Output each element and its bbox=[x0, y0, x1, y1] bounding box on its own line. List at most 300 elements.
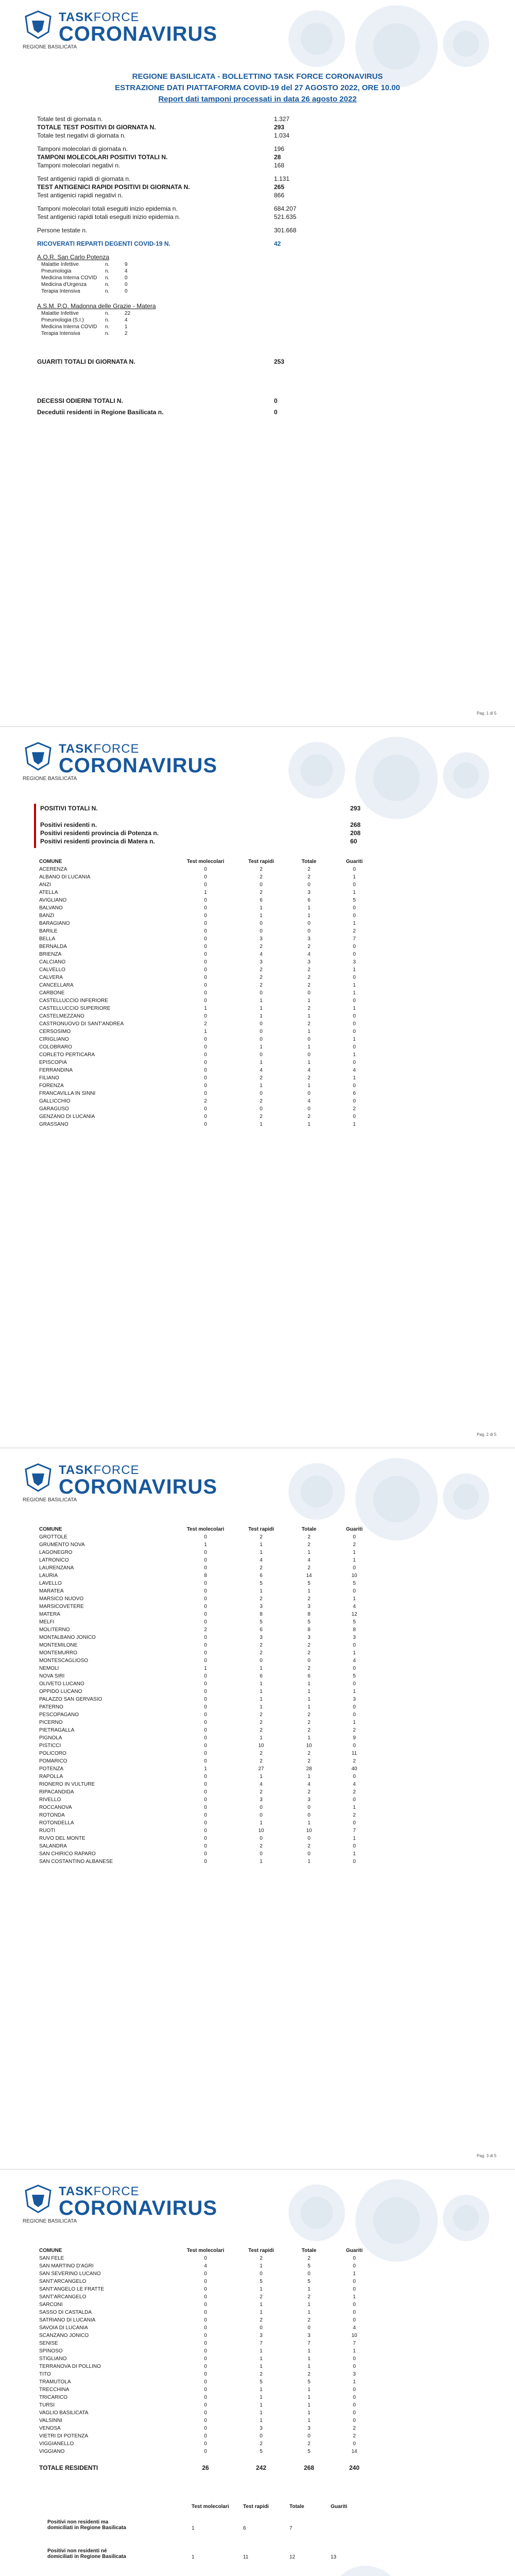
cell-value: 4 bbox=[353, 1658, 356, 1664]
stat-row bbox=[37, 235, 156, 240]
virus-decoration bbox=[288, 2184, 345, 2241]
cell-value: 2 bbox=[307, 944, 311, 950]
cell-value: 0 bbox=[204, 1789, 207, 1795]
nonres-value: 6 bbox=[243, 2526, 246, 2531]
cell-value: 1 bbox=[307, 2348, 311, 2354]
comune-name: ANZI bbox=[39, 882, 51, 888]
column-header: Test molecolari bbox=[186, 858, 225, 865]
comune-name: PATERNO bbox=[39, 1704, 63, 1710]
column-header: Guariti bbox=[346, 2247, 363, 2253]
cell-value: 1 bbox=[260, 913, 263, 919]
comuni-table bbox=[37, 857, 377, 1128]
table-row bbox=[37, 1858, 377, 1866]
table-row bbox=[37, 1641, 377, 1649]
comune-name: TRICARICO bbox=[39, 2395, 67, 2400]
cell-value: 0 bbox=[260, 1805, 263, 1810]
ward-row bbox=[37, 311, 156, 317]
cell-value: 0 bbox=[204, 1565, 207, 1571]
stat-row bbox=[37, 175, 290, 183]
cell-value: 0 bbox=[353, 1666, 356, 1671]
cell-value: 0 bbox=[204, 1588, 207, 1594]
cell-value: 1 bbox=[204, 890, 207, 895]
cell-value: 1 bbox=[353, 921, 356, 926]
cell-value: 0 bbox=[204, 1114, 207, 1120]
comune-name: ATELLA bbox=[39, 890, 58, 895]
hospital-name: A.O.R. San Carlo Potenza bbox=[37, 253, 110, 261]
cell-value: 0 bbox=[204, 1681, 207, 1687]
comune-name: SALANDRA bbox=[39, 1843, 67, 1849]
cell-value: 2 bbox=[307, 1565, 311, 1571]
comune-name: GRASSANO bbox=[39, 1122, 68, 1127]
cell-value: 3 bbox=[307, 2426, 311, 2431]
cell-value: 4 bbox=[307, 1782, 311, 1787]
cell-value: 10 bbox=[351, 2333, 357, 2338]
cell-value: 4 bbox=[307, 1557, 311, 1563]
stat-row bbox=[37, 124, 285, 132]
table-header bbox=[37, 857, 377, 866]
table-row bbox=[37, 1005, 377, 1012]
comune-name: RUVO DEL MONTE bbox=[39, 1836, 85, 1841]
comune-name: FORENZA bbox=[39, 1083, 64, 1089]
table-row bbox=[37, 2262, 377, 2270]
cell-value: 0 bbox=[204, 1060, 207, 1065]
cell-value: 27 bbox=[258, 1766, 264, 1772]
ward-label: Medicina Interna COVID bbox=[41, 275, 97, 281]
cell-value: 0 bbox=[353, 905, 356, 911]
total-value: 268 bbox=[303, 2464, 315, 2471]
cell-value: 2 bbox=[307, 1021, 311, 1027]
cell-value: 0 bbox=[204, 2325, 207, 2331]
comune-name: SAN COSTANTINO ALBANESE bbox=[39, 1859, 113, 1865]
table-row bbox=[37, 2340, 377, 2347]
ward-count: 1 bbox=[125, 324, 128, 330]
table-row bbox=[37, 943, 377, 951]
cell-value: 0 bbox=[204, 1859, 207, 1865]
cell-value: 1 bbox=[307, 2410, 311, 2416]
cell-value: 0 bbox=[353, 1013, 356, 1019]
cell-value: 0 bbox=[353, 1820, 356, 1826]
cell-value: 1 bbox=[353, 1650, 356, 1656]
table-row bbox=[37, 2440, 377, 2448]
virus-decoration bbox=[443, 2195, 489, 2241]
table-row bbox=[37, 1842, 377, 1850]
positives-row bbox=[37, 838, 357, 846]
comune-name: OPPIDO LUCANO bbox=[39, 1689, 82, 1694]
cell-value: 2 bbox=[260, 975, 263, 980]
cell-value: 0 bbox=[204, 1106, 207, 1112]
stat-row bbox=[37, 145, 285, 154]
comune-name: NEMOLI bbox=[39, 1666, 59, 1671]
logo-coronavirus: CORONAVIRUS bbox=[59, 2197, 218, 2219]
cell-value: 2 bbox=[260, 1534, 263, 1540]
cell-value: 6 bbox=[260, 1673, 263, 1679]
cell-value: 0 bbox=[204, 2286, 207, 2292]
table-row bbox=[37, 1082, 377, 1090]
cell-value: 1 bbox=[307, 2302, 311, 2308]
cell-value: 40 bbox=[351, 1766, 357, 1772]
cell-value: 2 bbox=[260, 1727, 263, 1733]
cell-value: 0 bbox=[307, 2271, 311, 2277]
cell-value: 2 bbox=[307, 1114, 311, 1120]
cell-value: 0 bbox=[204, 1712, 207, 1718]
cell-value: 0 bbox=[307, 1658, 311, 1664]
ward-label: Medicina d'Urgenza bbox=[41, 282, 87, 287]
cell-value: 0 bbox=[260, 928, 263, 934]
cell-value: 0 bbox=[204, 2371, 207, 2377]
cell-value: 2 bbox=[353, 928, 356, 934]
cell-value: 0 bbox=[204, 1635, 207, 1640]
cell-value: 0 bbox=[260, 990, 263, 996]
cell-value: 0 bbox=[204, 882, 207, 888]
cell-value: 7 bbox=[353, 1828, 356, 1834]
nonres-label: Positivi non residenti né domiciliati in Regione Basilicata bbox=[47, 2548, 126, 2560]
logo-taskforce: TASKFORCE bbox=[59, 1463, 140, 1477]
stat-label: Tamponi molecolari di giornata n. bbox=[37, 145, 128, 152]
cell-value: 1 bbox=[307, 1681, 311, 1687]
logo-coronavirus: CORONAVIRUS bbox=[59, 23, 218, 45]
cell-value: 2 bbox=[260, 1751, 263, 1756]
positives-value: 293 bbox=[350, 805, 361, 812]
comune-name: CASTRONUOVO DI SANT'ANDREA bbox=[39, 1021, 124, 1027]
cell-value: 3 bbox=[307, 2333, 311, 2338]
table-row bbox=[37, 2270, 377, 2278]
table-row bbox=[37, 1595, 377, 1603]
cell-value: 0 bbox=[353, 2387, 356, 2393]
table-row bbox=[37, 1672, 377, 1680]
cell-value: 0 bbox=[353, 2402, 356, 2408]
spacer-row bbox=[37, 2455, 377, 2463]
comune-name: MONTALBANO JONICO bbox=[39, 1635, 96, 1640]
stat-value: 265 bbox=[274, 183, 285, 191]
page-1 bbox=[0, 0, 515, 726]
table-row bbox=[37, 2278, 377, 2285]
table-row bbox=[37, 1827, 377, 1835]
cell-value: 5 bbox=[260, 2449, 263, 2454]
nonres-value: 1 bbox=[192, 2526, 195, 2531]
cell-value: 1 bbox=[260, 1689, 263, 1694]
cell-value: 1 bbox=[307, 913, 311, 919]
positives-label: Positivi residenti provincia di Matera n. bbox=[40, 838, 155, 845]
comune-name: ROCCANOVA bbox=[39, 1805, 72, 1810]
cell-value: 3 bbox=[307, 959, 311, 965]
cell-value: 0 bbox=[353, 1114, 356, 1120]
table-row bbox=[37, 1618, 377, 1626]
cell-value: 0 bbox=[204, 2410, 207, 2416]
cell-value: 0 bbox=[353, 2302, 356, 2308]
cell-value: 1 bbox=[260, 2395, 263, 2400]
cell-value: 2 bbox=[260, 2371, 263, 2377]
nonres-label: Positivi non residenti ma domiciliati in Regione Basilicata bbox=[47, 2519, 126, 2531]
cell-value: 0 bbox=[204, 1689, 207, 1694]
cell-value: 0 bbox=[353, 1797, 356, 1803]
stat-label: Totale test negativi di giornata n. bbox=[37, 132, 126, 139]
region-name: REGIONE BASILICATA bbox=[23, 776, 77, 782]
positives-row bbox=[37, 813, 346, 821]
comune-name: GALLICCHIO bbox=[39, 1098, 71, 1104]
table-row bbox=[37, 1788, 377, 1796]
cell-value: 2 bbox=[260, 1642, 263, 1648]
stat-row bbox=[37, 115, 290, 124]
cell-value: 0 bbox=[204, 1044, 207, 1050]
comune-name: CASTELLUCCIO INFERIORE bbox=[39, 998, 108, 1004]
cell-value: 3 bbox=[260, 1635, 263, 1640]
comune-name: SANT'ANGELO LE FRATTE bbox=[39, 2286, 105, 2292]
nonres-value: 12 bbox=[289, 2554, 296, 2560]
table-row bbox=[37, 951, 377, 958]
table-row bbox=[37, 1580, 377, 1587]
cell-value: 0 bbox=[204, 2333, 207, 2338]
cell-value: 1 bbox=[353, 1689, 356, 1694]
ward-count: 9 bbox=[125, 262, 128, 267]
cell-value: 2 bbox=[260, 1843, 263, 1849]
cell-value: 0 bbox=[307, 990, 311, 996]
cell-value: 0 bbox=[307, 2325, 311, 2331]
comuni-table bbox=[37, 1525, 377, 1866]
bulletin-title: REGIONE BASILICATA - BOLLETTINO TASK FORCE CORONAVIRUS bbox=[132, 72, 383, 81]
cell-value: 2 bbox=[307, 1666, 311, 1671]
stat-row bbox=[37, 132, 290, 140]
table-row bbox=[37, 1121, 377, 1128]
table-row bbox=[37, 1711, 377, 1719]
cell-value: 0 bbox=[204, 1557, 207, 1563]
report-title: Report dati tamponi processati in data 26 agosto 2022 bbox=[158, 95, 357, 104]
comune-name: ALBANO DI LUCANIA bbox=[39, 874, 91, 880]
table-row bbox=[37, 2417, 377, 2425]
cell-value: 0 bbox=[307, 2433, 311, 2439]
cell-value: 0 bbox=[260, 1658, 263, 1664]
cell-value: 2 bbox=[260, 890, 263, 895]
nonres-column-header: Test molecolari bbox=[192, 2504, 229, 2510]
comune-name: GENZANO DI LUCANIA bbox=[39, 1114, 95, 1120]
cell-value: 0 bbox=[260, 1836, 263, 1841]
cell-value: 2 bbox=[307, 982, 311, 988]
cell-value: 0 bbox=[307, 1851, 311, 1857]
cell-value: 0 bbox=[353, 2310, 356, 2315]
logo-taskforce: TASKFORCE bbox=[59, 742, 140, 756]
regione-basilicata-seal-icon bbox=[23, 741, 54, 772]
comune-name: VIETRI DI POTENZA bbox=[39, 2433, 89, 2439]
cell-value: 2 bbox=[307, 1596, 311, 1602]
cell-value: 0 bbox=[204, 921, 207, 926]
cell-value: 5 bbox=[353, 1673, 356, 1679]
table-row bbox=[37, 1090, 377, 1097]
cell-value: 1 bbox=[260, 1044, 263, 1050]
cell-value: 0 bbox=[353, 882, 356, 888]
table-row bbox=[37, 896, 377, 904]
cell-value: 1 bbox=[260, 1122, 263, 1127]
cell-value: 1 bbox=[260, 1681, 263, 1687]
cell-value: 1 bbox=[353, 1720, 356, 1725]
table-row bbox=[37, 1587, 377, 1595]
table-row bbox=[37, 989, 377, 997]
cell-value: 2 bbox=[260, 1720, 263, 1725]
ward-row bbox=[37, 282, 156, 289]
cell-value: 0 bbox=[353, 1704, 356, 1710]
cell-value: 5 bbox=[260, 2279, 263, 2284]
cell-value: 8 bbox=[307, 1612, 311, 1617]
cell-value: 2 bbox=[353, 1812, 356, 1818]
cell-value: 0 bbox=[204, 1743, 207, 1749]
cell-value: 0 bbox=[204, 2348, 207, 2354]
cell-value: 2 bbox=[307, 967, 311, 973]
cell-value: 3 bbox=[260, 936, 263, 942]
cell-value: 0 bbox=[204, 1735, 207, 1741]
cell-value: 0 bbox=[353, 2317, 356, 2323]
cell-value: 1 bbox=[260, 2310, 263, 2315]
cell-value: 0 bbox=[204, 936, 207, 942]
table-row bbox=[37, 1696, 377, 1703]
cell-value: 2 bbox=[353, 1758, 356, 1764]
table-row bbox=[37, 2394, 377, 2401]
table-row bbox=[37, 1105, 377, 1113]
comune-name: SARCONI bbox=[39, 2302, 63, 2308]
cell-value: 0 bbox=[204, 944, 207, 950]
cell-value: 1 bbox=[307, 1550, 311, 1555]
cell-value: 2 bbox=[260, 1075, 263, 1081]
cell-value: 0 bbox=[204, 1596, 207, 1602]
cell-value: 0 bbox=[260, 1037, 263, 1042]
cell-value: 3 bbox=[307, 1797, 311, 1803]
table-row bbox=[37, 1113, 377, 1121]
cell-value: 4 bbox=[353, 1782, 356, 1787]
cell-value: 0 bbox=[204, 2356, 207, 2362]
cell-value: 4 bbox=[353, 1067, 356, 1073]
cell-value: 1 bbox=[307, 1735, 311, 1741]
table-row bbox=[37, 1549, 377, 1556]
cell-value: 1 bbox=[353, 1851, 356, 1857]
cell-value: 1 bbox=[307, 905, 311, 911]
comune-name: LAURENZANA bbox=[39, 1565, 74, 1571]
cell-value: 0 bbox=[353, 1588, 356, 1594]
cell-value: 2 bbox=[260, 1650, 263, 1656]
ward-count: 0 bbox=[125, 282, 128, 287]
comune-name: ROTONDA bbox=[39, 1812, 65, 1818]
ward-count: 4 bbox=[125, 268, 128, 274]
cell-value: 2 bbox=[260, 1114, 263, 1120]
cell-value: 2 bbox=[307, 2317, 311, 2323]
cell-value: 1 bbox=[307, 2387, 311, 2393]
comune-name: CORLETO PERTICARA bbox=[39, 1052, 95, 1058]
deaths-label: Decedutii residenti in Regione Basilicata n. bbox=[37, 409, 164, 416]
comune-name: BANZI bbox=[39, 913, 55, 919]
cell-value: 0 bbox=[353, 1565, 356, 1571]
cell-value: 2 bbox=[307, 1650, 311, 1656]
comune-name: SANT'ARCANGELO bbox=[39, 2294, 87, 2300]
cell-value: 0 bbox=[204, 1720, 207, 1725]
cell-value: 2 bbox=[260, 1596, 263, 1602]
stat-label: Persone testate n. bbox=[37, 227, 88, 234]
cell-value: 3 bbox=[353, 959, 356, 965]
cell-value: 0 bbox=[204, 2279, 207, 2284]
cell-value: 0 bbox=[353, 867, 356, 872]
cell-value: 3 bbox=[307, 1635, 311, 1640]
cell-value: 1 bbox=[260, 1550, 263, 1555]
cell-value: 3 bbox=[260, 1797, 263, 1803]
virus-decoration bbox=[443, 752, 489, 799]
cell-value: 6 bbox=[307, 1673, 311, 1679]
comune-name: RAPOLLA bbox=[39, 1774, 63, 1780]
cell-value: 1 bbox=[353, 2294, 356, 2300]
cell-value: 5 bbox=[260, 1619, 263, 1625]
cell-value: 2 bbox=[307, 1542, 311, 1548]
positives-label: POSITIVI TOTALI N. bbox=[40, 805, 98, 812]
cell-value: 10 bbox=[306, 1828, 312, 1834]
comune-name: VENOSA bbox=[39, 2426, 61, 2431]
comune-name: ROTONDELLA bbox=[39, 1820, 74, 1826]
regione-basilicata-seal-icon bbox=[23, 9, 54, 40]
comune-name: MONTEMILONE bbox=[39, 1642, 78, 1648]
cell-value: 1 bbox=[260, 2348, 263, 2354]
column-header: Test rapidi bbox=[248, 858, 274, 865]
stat-label: Tamponi molecolari totali eseguiti inizio epidemia n. bbox=[37, 205, 178, 212]
column-header: COMUNE bbox=[39, 858, 62, 865]
table-row bbox=[37, 1541, 377, 1549]
comune-name: MONTESCAGLIOSO bbox=[39, 1658, 89, 1664]
stat-label: RICOVERATI REPARTI DEGENTI COVID-19 N. bbox=[37, 240, 170, 247]
cell-value: 0 bbox=[204, 1013, 207, 1019]
cell-value: 1 bbox=[353, 2379, 356, 2385]
table-row bbox=[37, 2316, 377, 2324]
cell-value: 3 bbox=[260, 2426, 263, 2431]
cell-value: 0 bbox=[204, 1037, 207, 1042]
cell-value: 2 bbox=[260, 1789, 263, 1795]
stat-value: 293 bbox=[274, 124, 285, 131]
ward-row bbox=[37, 262, 156, 268]
comune-name: RIVELLO bbox=[39, 1797, 61, 1803]
cell-value: 1 bbox=[260, 998, 263, 1004]
positives-label: Positivi residenti n. bbox=[40, 821, 97, 828]
cell-value: 1 bbox=[353, 1006, 356, 1011]
cell-value: 4 bbox=[307, 1098, 311, 1104]
page-4 bbox=[0, 2174, 515, 2576]
stat-value: 1.131 bbox=[274, 175, 290, 182]
cell-value: 6 bbox=[260, 1573, 263, 1579]
cell-value: 0 bbox=[353, 1534, 356, 1540]
cell-value: 2 bbox=[353, 2433, 356, 2439]
cell-value: 1 bbox=[204, 1006, 207, 1011]
cell-value: 0 bbox=[260, 1851, 263, 1857]
comune-name: AVIGLIANO bbox=[39, 897, 67, 903]
comune-name: SATRIANO DI LUCANIA bbox=[39, 2317, 96, 2323]
cell-value: 1 bbox=[307, 1689, 311, 1694]
virus-decoration bbox=[288, 1463, 345, 1520]
table-row bbox=[37, 2363, 377, 2370]
table-row bbox=[37, 1726, 377, 1734]
cell-value: 0 bbox=[353, 1098, 356, 1104]
table-row bbox=[37, 1066, 377, 1074]
table-row bbox=[37, 1819, 377, 1827]
cell-value: 0 bbox=[204, 1612, 207, 1617]
ward-row bbox=[37, 289, 156, 295]
cell-value: 10 bbox=[306, 1743, 312, 1749]
comune-name: PISTICCI bbox=[39, 1743, 61, 1749]
cell-value: 0 bbox=[353, 2364, 356, 2369]
cell-value: 0 bbox=[260, 1812, 263, 1818]
hospital-name: A.S.M. P.O. Madonna delle Grazie - Matera bbox=[37, 302, 156, 310]
cell-value: 5 bbox=[307, 2379, 311, 2385]
table-row bbox=[37, 2409, 377, 2417]
cell-value: 7 bbox=[353, 936, 356, 942]
ward-label: Malattie Infettive bbox=[41, 262, 79, 267]
column-header: Test molecolari bbox=[186, 2247, 225, 2253]
comune-name: PIETRAGALLA bbox=[39, 1727, 75, 1733]
cell-value: 0 bbox=[307, 1091, 311, 1096]
table-row bbox=[37, 1657, 377, 1665]
cell-value: 5 bbox=[307, 2263, 311, 2269]
cell-value: 0 bbox=[307, 1836, 311, 1841]
regione-basilicata-seal-icon bbox=[23, 2183, 54, 2214]
cell-value: 0 bbox=[353, 998, 356, 1004]
